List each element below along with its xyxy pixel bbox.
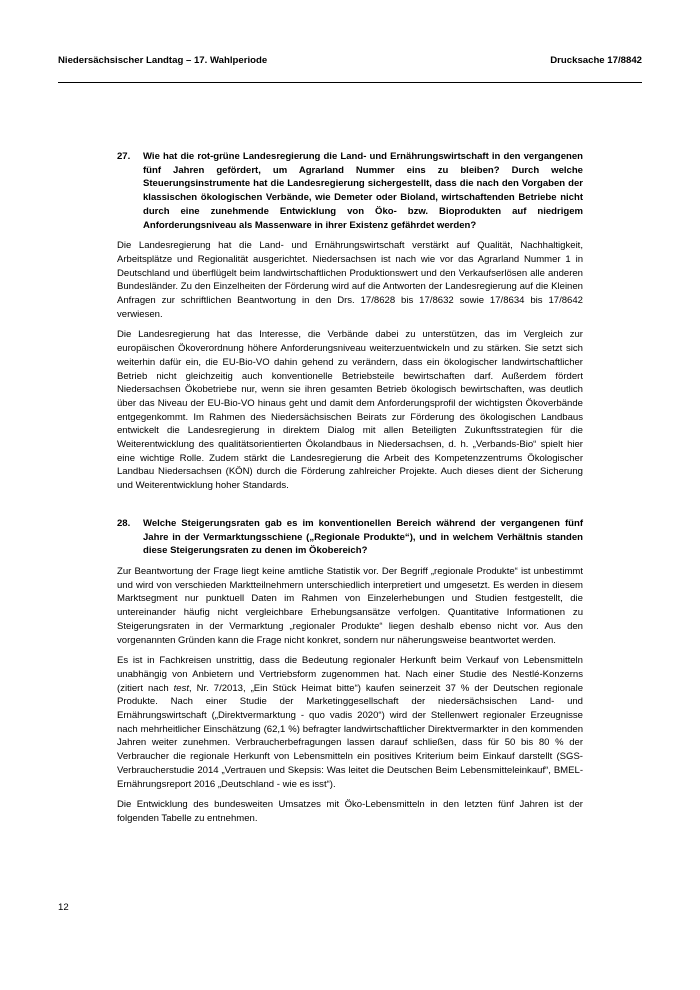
header-title: Niedersächsischer Landtag – 17. Wahlperiode [58, 55, 268, 66]
question-28 [117, 517, 583, 558]
header-divider [58, 82, 642, 83]
document-number: Drucksache 17/8842 [550, 55, 642, 66]
page-number: 12 [58, 902, 69, 913]
answer-paragraph: Die Entwicklung des bundesweiten Umsatzes mit Öko-Lebensmitteln in den letzten fünf Jahren ist der folgenden Tabelle zu entnehmen. [117, 799, 583, 824]
question-number: 28. [117, 517, 131, 529]
document-body [117, 150, 583, 833]
question-text: Welche Steigerungsraten gab es im konventionellen Bereich während der vergangenen fünf Jahre in der Vermarktungsschiene („Regionale Produkte“), und in welchem Verhältnis standen diese Steigerungsraten zu denen im Ökobereich? [143, 517, 583, 557]
section-spacer [117, 500, 583, 517]
question-number: 27. [117, 151, 131, 162]
answer-paragraph [117, 654, 583, 791]
page-header [58, 55, 642, 66]
answer-paragraph: Zur Beantwortung der Frage liegt keine amtliche Statistik vor. Der Begriff „regionale Produkte“ ist unbestimmt und wird von verschieden Marktteilnehmern unterschiedlich interpretiert und umgesetzt. Es werden in diesem Marktsegment nur punktuell Daten im Rahmen von Einzelerhebungen und Studien festgestellt, die untereinander häufig nicht vergleichbare Erhebungsansätze verfolgen. Quantitative Informationen zu Steigerungsraten in der Vermarktung „regionaler Produkte“ liegen deshalb ebenso nicht vor. Aus den vorgenannten Gründen kann die Frage nicht konkret, sondern nur näherungsweise beantwortet werden. [117, 565, 583, 646]
answer-text: , Nr. 7/2013, „Ein Stück Heimat bitte“) kaufen seinerzeit 37 % der Deutschen regionale Produkte. Nach einer Studie der Marketinggesellschaft der niedersächsischen Land- und Ernährungswirtschaft („Direktvermarktung - quo vadis 2020“) wird der Stellenwert regionaler Erzeugnisse nach mehrheitlicher Einschätzung (62,1 %) befragter landwirtschaftlicher Direktvermarkter in den kommenden Jahren weiter zunehmen. Verbraucherbefragungen lassen darauf schließen, dass für 50 bis 80 % der Verbraucher die regionale Herkunft von Lebensmitteln ein positives Kriterium beim Einkauf darstellt (SGS-Verbraucherstudie 2014 „Vertrauen und Skepsis: Was leitet die Deutschen Beim Lebensmitteleinkauf“, BMEL-Ernährungsreport 2016 „Deutschland - wie es isst“). [117, 682, 583, 790]
question-27 [117, 150, 583, 232]
answer-paragraph: Die Landesregierung hat das Interesse, die Verbände dabei zu unterstützen, das im Vergleich zur europäischen Ökoverordnung höhere Anforderungsniveau weiterzuentwickeln und zu stärken. Sie setzt sich weiterhin dafür ein, die EU-Bio-VO dahin gehend zu verändern, dass ein ökologischer landwirtschaftlicher Betrieb nicht gleichzeitig auch konventionelle Betriebsteile bewirtschaften darf. Außerdem fördert Niedersachsen Ökobetriebe nur, wenn sie ihren gesamten Betrieb ökologisch bewirtschaften, was deutlich über das Niveau der EU-Bio-VO hinaus geht und damit dem Anforderungsprofil der wichtigsten Ökoverbände entgegenkommt. Im Rahmen des Niedersächsischen Beirats zur Förderung des ökologischen Landbaus entwickelt die Landesregierung in direktem Dialog mit allen Beteiligten Zukunftsstrategien für die Weiterentwicklung des qualitätsorientierten Ökolandbaus in Niedersachsen, d. h. „Verbands-Bio“ spielt hier eine wichtige Rolle. Zudem stärkt die Landesregierung die Arbeit des Kompetenzzentrums Ökologischer Landbau Niedersachsen (KÖN) durch die Förderung zahlreicher Projekte. Auch dieses dient der Sicherung und Weiterentwicklung hoher Standards. [117, 329, 583, 492]
publication-name: test [173, 682, 189, 694]
answer-paragraph: Die Landesregierung hat die Land- und Ernährungswirtschaft verstärkt auf Qualität, Nachhaltigkeit, Arbeitsplätze und Regionalität ausgerichtet. Niedersachsen ist nach wie vor das Agrarland Nummer 1 in Deutschland und überflügelt beim landwirtschaftlichen Produktionswert und den Verkaufserlösen alle anderen Bundesländer. Zu den Einzelheiten der Förderung wird auf die Antworten der Landesregierung auf die Kleinen Anfragen zur schriftlichen Beantwortung in den Drs. 17/8628 bis 17/8632 sowie 17/8634 bis 17/8642 verwiesen. [117, 240, 583, 320]
question-text: Wie hat die rot-grüne Landesregierung die Land- und Ernährungswirtschaft in den vergangenen fünf Jahren gefördert, um Agrarland Nummer eins zu bleiben? Durch welche Steuerungsinstrumente hat die Landesregierung sichergestellt, dass die nach den Vorgaben der klassischen ökologischen Verbände, wie Demeter oder Bioland, wirtschaftenden Betriebe nicht durch eine zunehmende Entwicklung von Öko- bzw. Bioprodukten auf niedrigem Anforderungsniveau als Massenware in ihrer Existenz gefährdet werden? [143, 151, 583, 231]
answer-text: Es ist in Fachkreisen unstrittig, dass die Bedeutung regionaler Herkunft beim Verkauf von Lebensmitteln unabhängig von Anbietern und Vertriebsform zugenommen hat. Nach einer Studie des Nestlé-Konzerns (zitiert nach [117, 655, 583, 694]
